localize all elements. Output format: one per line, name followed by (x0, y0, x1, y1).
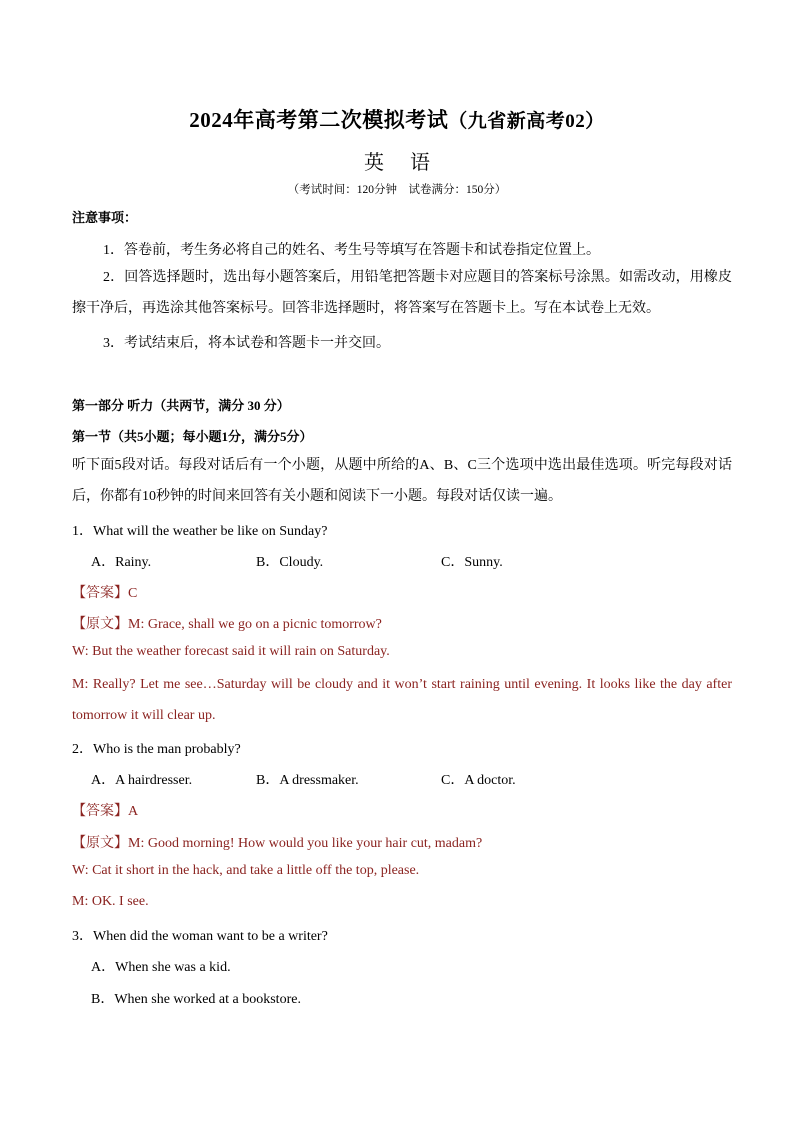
question-3-stem: 3．When did the woman want to be a writer? (72, 929, 328, 944)
notice-item-3: 3．考试结束后，将本试卷和答题卡一并交回。 (103, 336, 390, 351)
question-1-transcript-line-1: 【原文】M: Grace, shall we go on a picnic tomorrow? (72, 617, 382, 632)
question-1-transcript-line-3: M: Really? Let me see…Saturday will be cloudy and it won’t start raining until evening. It looks like the day after tomorrow it will clear up. (72, 677, 732, 723)
question-3-option-b: B．When she worked at a bookstore. (91, 992, 301, 1007)
question-1-answer: 【答案】C (72, 586, 138, 601)
notice-item-1: 1．答卷前，考生务必将自己的姓名、考生号等填写在答题卡和试卷指定位置上。 (103, 243, 600, 258)
question-1-option-b: B．Cloudy. (256, 555, 324, 570)
title-sub: （九省新高考02） (448, 111, 605, 132)
question-2-transcript-line-2: W: Cat it short in the hack, and take a little off the top, please. (72, 863, 420, 878)
question-1-option-c: C．Sunny. (441, 555, 503, 570)
title-main: 2024年高考第二次模拟考试 (189, 108, 449, 132)
subject-title: 英语 (364, 152, 456, 174)
question-3-option-a: A．When she was a kid. (91, 960, 231, 975)
question-2-answer: 【答案】A (72, 804, 139, 819)
question-2-transcript-line-3: M: OK. I see. (72, 894, 149, 909)
question-1-stem: 1．What will the weather be like on Sunday? (72, 524, 328, 539)
section1-instructions: 听下面5段对话。每段对话后有一个小题，从题中所给的A、B、C三个选项中选出最佳选项。听完每段对话后，你都有10秒钟的时间来回答有关小题和阅读下一小题。每段对话仅读一遍。 (72, 458, 732, 504)
question-2-option-a: A．A hairdresser. (91, 773, 193, 788)
question-2-stem: 2．Who is the man probably? (72, 742, 241, 757)
question-1-transcript-line-2: W: But the weather forecast said it will rain on Saturday. (72, 644, 390, 659)
notice-item-2: 2．回答选择题时，选出每小题答案后，用铅笔把答题卡对应题目的答案标号涂黑。如需改动，用橡皮擦干净后，再选涂其他答案标号。回答非选择题时，将答案写在答题卡上。写在本试卷上无效。 (72, 270, 732, 316)
question-2-transcript-line-1: 【原文】M: Good morning! How would you like your hair cut, madam? (72, 836, 483, 851)
question-2-option-c: C．A doctor. (441, 773, 516, 788)
part1-heading: 第一部分 听力（共两节，满分 30 分） (72, 398, 290, 413)
transcript-label: 【原文】 (72, 836, 128, 851)
question-2-option-b: B．A dressmaker. (256, 773, 359, 788)
page-title (0, 104, 794, 134)
question-1-option-a: A．Rainy. (91, 555, 152, 570)
notice-heading: 注意事项： (72, 210, 138, 225)
section1-heading: 第一节（共5小题；每小题1分，满分5分） (72, 429, 313, 444)
transcript-label: 【原文】 (72, 617, 128, 632)
exam-info: （考试时间：120分钟 试卷满分：150分） (287, 184, 507, 196)
